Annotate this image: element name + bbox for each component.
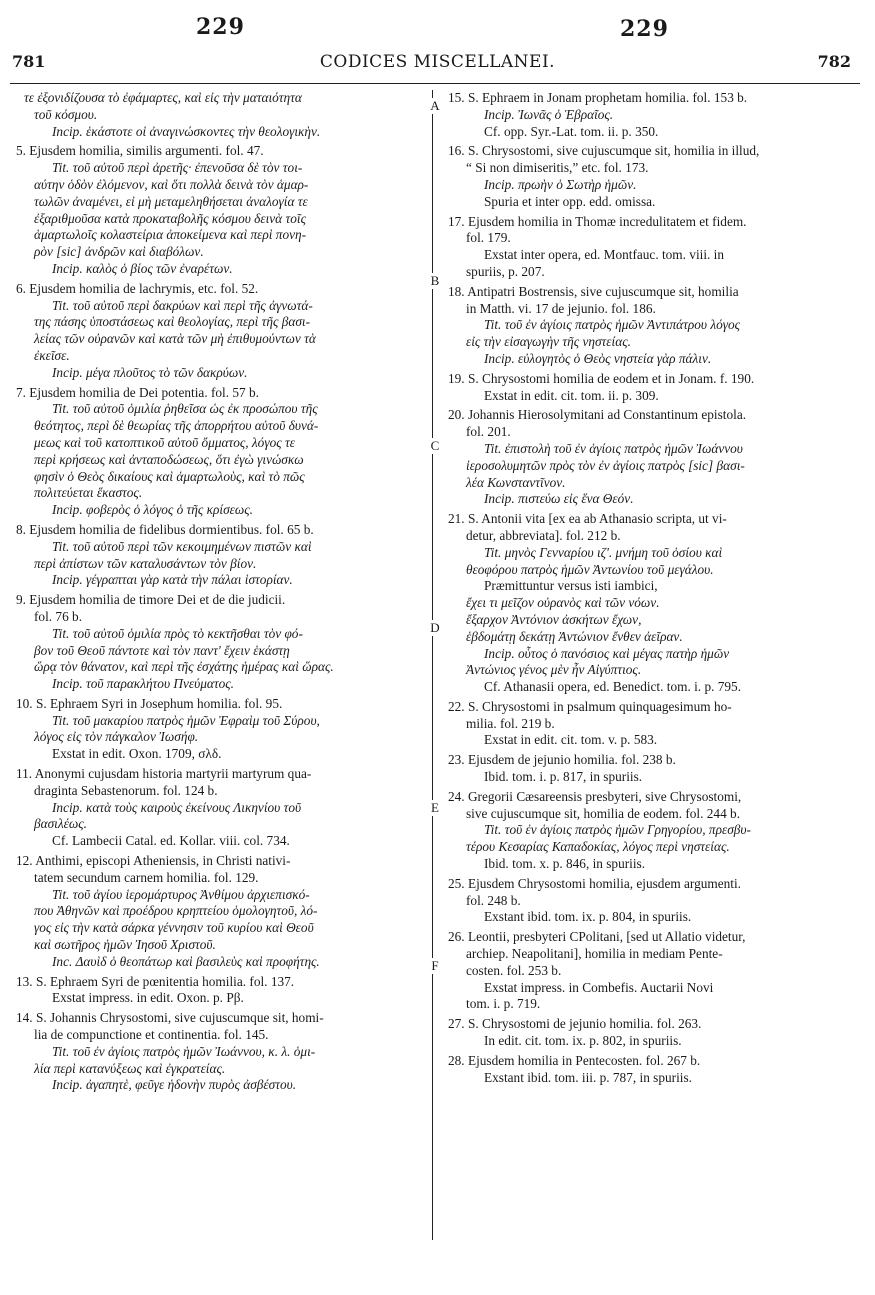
entry-line: θεότητος, περὶ δὲ θεωρίας τῆς ἀπορρήτου αὐτοῦ δυνά- [34,418,319,434]
catalogue-entry [448,511,858,696]
entry-line: Cf. opp. Syr.-Lat. tom. ii. p. 350. [484,123,659,139]
entry-line: lia de compunctione et continentia. fol. 145. [34,1027,269,1043]
entry-line: in Matth. vi. 17 de jejunio. fol. 186. [466,300,656,316]
entry-heading: 28. Ejusdem homilia in Pentecosten. fol. 267 b. [448,1052,701,1068]
margin-letter: B [425,273,445,289]
entry-line: Tit. μηνὸς Γενναρίου ιζ'. μνήμη τοῦ ὁσίου καὶ [484,544,723,560]
entry-heading: 23. Ejusdem de jejunio homilia. fol. 238 b. [448,752,676,768]
catalogue-entry [448,143,858,210]
entry-heading: 24. Gregorii Cæsareensis presbyteri, sive Chrysostomi, [448,788,742,804]
entry-line: μεως καὶ τοῦ κατοπτικοῦ αὐτοῦ ὄμματος, λόγος τε [34,434,295,450]
entry-line: costen. fol. 253 b. [466,962,562,978]
entry-line: Exstat impress. in edit. Oxon. p. Ρβ. [52,990,244,1006]
entry-line: Incip. καλὸς ὁ βίος τῶν ἐναρέτων. [52,260,233,276]
catalogue-entry [16,592,424,693]
entry-line: ἔχει τι μεῖζον οὐρανὸς καὶ τῶν νόων. [466,595,660,611]
entry-line: Incip. κατὰ τοὺς καιροὺς ἐκείνους Λικηνίου τοῦ [52,799,302,815]
page-number-left: 781 [12,52,46,71]
entry-heading: 6. Ejusdem homilia de lachrymis, etc. fol. 52. [16,280,259,296]
entry-heading: 21. S. Antonii vita [ex ea ab Athanasio scripta, ut vi- [448,511,727,527]
entry-heading: 26. Leontii, presbyteri CPolitani, [sed ut Allatio videtur, [448,929,746,945]
entry-line: αύτην ὁδὸν ἐλόμενον, καὶ ὅτι πολλὰ δεινὰ τὸν ἁμαρ- [34,176,309,192]
entry-line: ἱεροσολυμητῶν πρὸς τὸν ἐν ἁγίοις πατρὸς [sic] βασι- [466,457,745,473]
entry-line: tatem secundum carnem homilia. fol. 129. [34,869,259,885]
entry-heading: 22. S. Chrysostomi in psalmum quinquagesimum ho- [448,698,732,714]
entry-line: Tit. τοῦ ἐν ἁγίοις πατρὸς ἡμῶν Ἰωάννου, κ. λ. ὁμι- [52,1043,316,1059]
entry-line: sive cujuscumque sit, homilia de eodem. fol. 244 b. [466,805,741,821]
catalogue-entry [16,696,424,763]
entry-line: γος εἰς τὴν κατὰ σάρκα γέννησιν τοῦ κυρίου καὶ Θεοῦ [34,920,314,936]
entry-line: Tit. τοῦ αὐτοῦ περὶ ἀρετῆς· ἐπενοῦσα δὲ τὸν τοι- [52,160,303,176]
entry-line: λία περὶ κατανύξεως καὶ ἐγκρατείας. [34,1060,226,1076]
catalogue-entry [448,1016,858,1050]
entry-line: Incip. ἑκάστοτε οἱ ἀναγινώσκοντες τὴν θεολογικὴν. [52,123,321,139]
entry-line: Incip. γέγραπται γὰρ κατὰ τὴν πάλαι ἱστορίαν. [52,572,293,588]
entry-line: Ibid. tom. i. p. 817, in spuriis. [484,769,643,785]
entry-line: spuriis, p. 207. [466,263,545,279]
entry-line: εἰς τὴν εἰσαγωγὴν τῆς νηστείας. [466,334,631,350]
entry-line: Exstat inter opera, ed. Montfauc. tom. viii. in [484,247,725,263]
entry-line: fol. 179. [466,230,511,246]
catalogue-entry [448,407,858,508]
entry-heading: 13. S. Ephraem Syri de pœnitentia homilia. fol. 137. [16,973,295,989]
entry-heading: 8. Ejusdem homilia de fidelibus dormientibus. fol. 65 b. [16,521,314,537]
entry-line: Incip. τοῦ παρακλήτου Πνεύματος. [52,676,235,692]
entry-line: fol. 201. [466,424,511,440]
entry-line: ἐξαριθμοῦσα κατὰ προκαταβολῆς κόσμου δεινὰ τοῖς [34,210,306,226]
entry-line: ρὸν [sic] ἀνδρῶν καὶ διαβόλων. [34,244,204,260]
catalogue-entry [16,143,424,277]
entry-line: της πάσης ὑποστάσεως καὶ θεολογίας, περὶ τῆς βασι- [34,314,311,330]
catalogue-entry [448,699,858,749]
catalogue-entry [448,752,858,786]
entry-line: Tit. τοῦ μακαρίου πατρὸς ἡμῶν Ἐφραὶμ τοῦ Σύρου, [52,712,320,728]
entry-line: τέρου Κεσαρίας Καπαδοκίας, λόγος περὶ νηστείας. [466,839,730,855]
entry-line: περὶ κρήσεως καὶ ἀνταποδώσεως, ὅτι ἐγὼ γινώσκω [34,451,304,467]
entry-line: τε ἐξονιδίζουσα τὸ ἐφάμαρτες, καὶ εἰς τὴν ματαιότητα [24,90,302,105]
entry-heading: 15. S. Ephraem in Jonam prophetam homilia. fol. 153 b. [448,90,748,105]
entry-line: In edit. cit. tom. ix. p. 802, in spuriis. [484,1033,682,1049]
entry-line: Tit. τοῦ ἁγίου ἱερομάρτυρος Ἀνθίμου ἀρχιεπισκό- [52,886,310,902]
margin-letter: F [425,958,445,974]
entry-line: detur, abbreviata]. fol. 212 b. [466,527,621,543]
entry-line: θεοφόρου πατρὸς ἡμῶν Ἀντωνίου τοῦ μεγάλου. [466,561,714,577]
entry-line: Tit. τοῦ αὐτοῦ περὶ δακρύων καὶ περὶ τῆς ἀγνωτά- [52,297,313,313]
entry-line: fol. 248 b. [466,892,521,908]
entry-line: Incip. φοβερὸς ὁ λόγος ὁ τῆς κρίσεως. [52,502,253,518]
entry-line: ἐκεῖσε. [34,347,70,363]
entry-line: Exstat in edit. cit. tom. v. p. 583. [484,732,658,748]
entry-line: Spuria et inter opp. edd. omissa. [484,193,656,209]
entry-heading: 17. Ejusdem homilia in Thomæ incredulitatem et fidem. [448,213,747,229]
entry-heading: 27. S. Chrysostomi de jejunio homilia. fol. 263. [448,1016,702,1032]
entry-line: Tit. τοῦ αὐτοῦ ὁμιλία πρὸς τὸ κεκτῆσθαι τὸν φό- [52,625,303,641]
entry-line: Exstat impress. in Combefis. Auctarii Novi [484,979,714,995]
catalogue-entry [448,371,858,405]
entry-line: Cf. Athanasii opera, ed. Benedict. tom. i. p. 795. [484,679,742,695]
entry-line: Ibid. tom. x. p. 846, in spuriis. [484,856,646,872]
header-rule [10,83,860,84]
entry-line: λόγος εἰς τὸν πάγκαλον Ἰωσήφ. [34,729,199,745]
entry-line: ἑβδομάτῃ δεκάτῃ Ἀντώνιον ἔνθεν ἀεῖραν. [466,628,683,644]
catalogue-entry [448,284,858,368]
right-column [448,90,858,1089]
catalogue-entry [448,214,858,281]
entry-line: Incip. πιστεύω εἰς ἕνα Θεόν. [484,491,634,507]
catalogue-entry [448,929,858,1013]
left-column [16,90,424,1097]
entry-heading: 25. Ejusdem Chrysostomi homilia, ejusdem argumenti. [448,875,741,891]
entry-line: περὶ ἀπίστων τῶν καταλυσάντων τὸν βίον. [34,555,257,571]
entry-line: tom. i. p. 719. [466,996,541,1012]
catalogue-entry [16,1010,424,1094]
entry-line: Incip. οὗτος ὁ πανόσιος καὶ μέγας πατὴρ ἡμῶν [484,645,730,661]
entry-line: ἁμαρτωλοῖς κολαστείρια ἀποκείμενα καὶ περὶ πονη- [34,227,307,243]
page-number-right: 782 [817,52,851,71]
entry-heading: 7. Ejusdem homilia de Dei potentia. fol. 57 b. [16,384,259,400]
margin-section-letters [425,90,445,1240]
margin-letter: E [425,800,445,816]
entry-heading: 14. S. Johannis Chrysostomi, sive cujuscumque sit, homi- [16,1010,324,1026]
running-head [0,52,875,78]
entry-line: fol. 76 b. [34,608,83,624]
catalogue-entry [16,853,424,971]
entry-line: πολιτεύεται ἕκαστος. [34,485,143,501]
entry-line: “ Si non dimiseritis,” etc. fol. 173. [466,160,649,176]
entry-heading: 5. Ejusdem homilia, similis argumenti. fol. 47. [16,143,264,159]
entry-line: draginta Sebastenorum. fol. 124 b. [34,782,218,798]
entry-line: καὶ σωτῆρος ἡμῶν Ἰησοῦ Χριστοῦ. [34,937,216,953]
entry-heading: 10. S. Ephraem Syri in Josephum homilia. fol. 95. [16,695,283,711]
catalogue-entry [448,789,858,873]
entry-line: Exstat in edit. cit. tom. ii. p. 309. [484,387,659,403]
catalogue-entry [16,281,424,382]
entry-heading: 16. S. Chrysostomi, sive cujuscumque sit, homilia in illud, [448,143,760,159]
entry-line: Incip. μέγα πλοῦτος τὸ τῶν δακρύων. [52,364,248,380]
entry-line: λέα Κωνσταντῖνον. [466,474,566,490]
entry-line: milia. fol. 219 b. [466,715,555,731]
entry-line: Tit. τοῦ ἐν ἁγίοις πατρὸς ἡμῶν Γρηγορίου, πρεσβυ- [484,822,751,838]
handwritten-shelfmark-left: 229 [196,14,245,40]
entry-heading: 12. Anthimi, episcopi Atheniensis, in Christi nativi- [16,853,291,869]
entry-line: Exstat in edit. Oxon. 1709, σλδ. [52,746,222,762]
entry-line: φησὶν ὁ Θεὸς δικαίους καὶ ἁμαρτωλοὺς, καὶ τὸ πῶς [34,468,305,484]
catalogue-entry [448,1053,858,1087]
catalogue-entry [448,876,858,926]
entry-line: Cf. Lambecii Catal. ed. Kollar. viii. col. 734. [52,833,290,849]
catalogue-entry [448,90,858,140]
entry-line: βον τοῦ Θεοῦ πάντοτε καὶ τὸν παντ' ἔχειν ἑκάστῃ [34,642,290,658]
catalogue-entry [16,974,424,1008]
entry-line: Tit. τοῦ αὐτοῦ ὁμιλία ῥηθεῖσα ὡς ἐκ προσώπου τῆς [52,401,318,417]
entry-line: Exstant ibid. tom. ix. p. 804, in spuriis. [484,909,692,925]
entry-heading: 19. S. Chrysostomi homilia de eodem et in Jonam. f. 190. [448,370,755,386]
entry-heading: 20. Johannis Hierosolymitani ad Constantinum epistola. [448,407,747,423]
margin-letter: C [425,438,445,454]
entry-line: Incip. ἀγαπητὲ, φεῦγε ἡδονὴν πυρὸς ἀσβέστου. [52,1077,297,1093]
entry-line: ἔξαρχον Ἀντόνιον ἀσκήτων ἔχων, [466,611,642,627]
entry-line: Præmittuntur versus isti iambici, [484,578,658,594]
entry-line: βασιλέως. [34,816,87,832]
entry-line: Tit. ἐπιστολὴ τοῦ ἐν ἁγίοις πατρὸς ἡμῶν Ἰωάννου [484,440,743,456]
entry-line: τωλῶν ἀναμένει, εἰ μὴ μεταμεληθήσεται ἀναλογία τε [34,193,308,209]
entry-line: Incip. εὐλογητὸς ὁ Θεὸς νηστεία γὰρ πάλιν. [484,350,712,366]
entry-line: Tit. τοῦ αὐτοῦ περὶ τῶν κεκοιμημένων πιστῶν καὶ [52,538,312,554]
entry-heading: 11. Anonymi cujusdam historia martyrii martyrum qua- [16,766,312,782]
entry-heading: 9. Ejusdem homilia de timore Dei et de die judicii. [16,592,286,608]
catalogue-entry [16,522,424,589]
catalogue-entry [16,385,424,519]
catalogue-entry [16,90,424,140]
entry-line: archiep. Neapolitani], homilia in mediam Pente- [466,946,723,962]
entry-heading: 18. Antipatri Bostrensis, sive cujuscumque sit, homilia [448,283,739,299]
entry-line: λείας τῶν οὐρανῶν καὶ κατὰ τῶν μὴ ἐπιθυμούντων τὰ [34,331,316,347]
margin-letter: D [425,620,445,636]
running-title: CODICES MISCELLANEI. [319,52,556,72]
handwritten-shelfmark-right: 229 [620,16,669,42]
entry-line: που Ἀθηνῶν καὶ προέδρου κρηπτείου ὁμολογητοῦ, λό- [34,903,318,919]
entry-line: Incip. πρωὴν ὁ Σωτὴρ ἡμῶν. [484,176,637,192]
margin-letter: A [425,98,445,114]
entry-line: Ἀντώνιος γένος μὲν ἦν Αἰγύπτιος. [466,662,642,678]
entry-line: Exstant ibid. tom. iii. p. 787, in spuriis. [484,1069,692,1085]
entry-line: τοῦ κόσμου. [34,106,98,122]
entry-line: Incip. Ἰωνᾶς ὁ Ἑβραῖος. [484,106,614,122]
catalogue-entry [16,766,424,850]
entry-line: Tit. τοῦ ἐν ἁγίοις πατρὸς ἡμῶν Ἀντιπάτρου λόγος [484,317,741,333]
entry-line: ὥρᾳ τὸν θάνατον, καὶ περὶ τῆς ἐσχάτης ἡμέρας καὶ ὥρας. [34,659,334,675]
entry-line: Inc. Δαυὶδ ὁ θεοπάτωρ καὶ βασιλεὺς καὶ προφήτης. [52,953,320,969]
